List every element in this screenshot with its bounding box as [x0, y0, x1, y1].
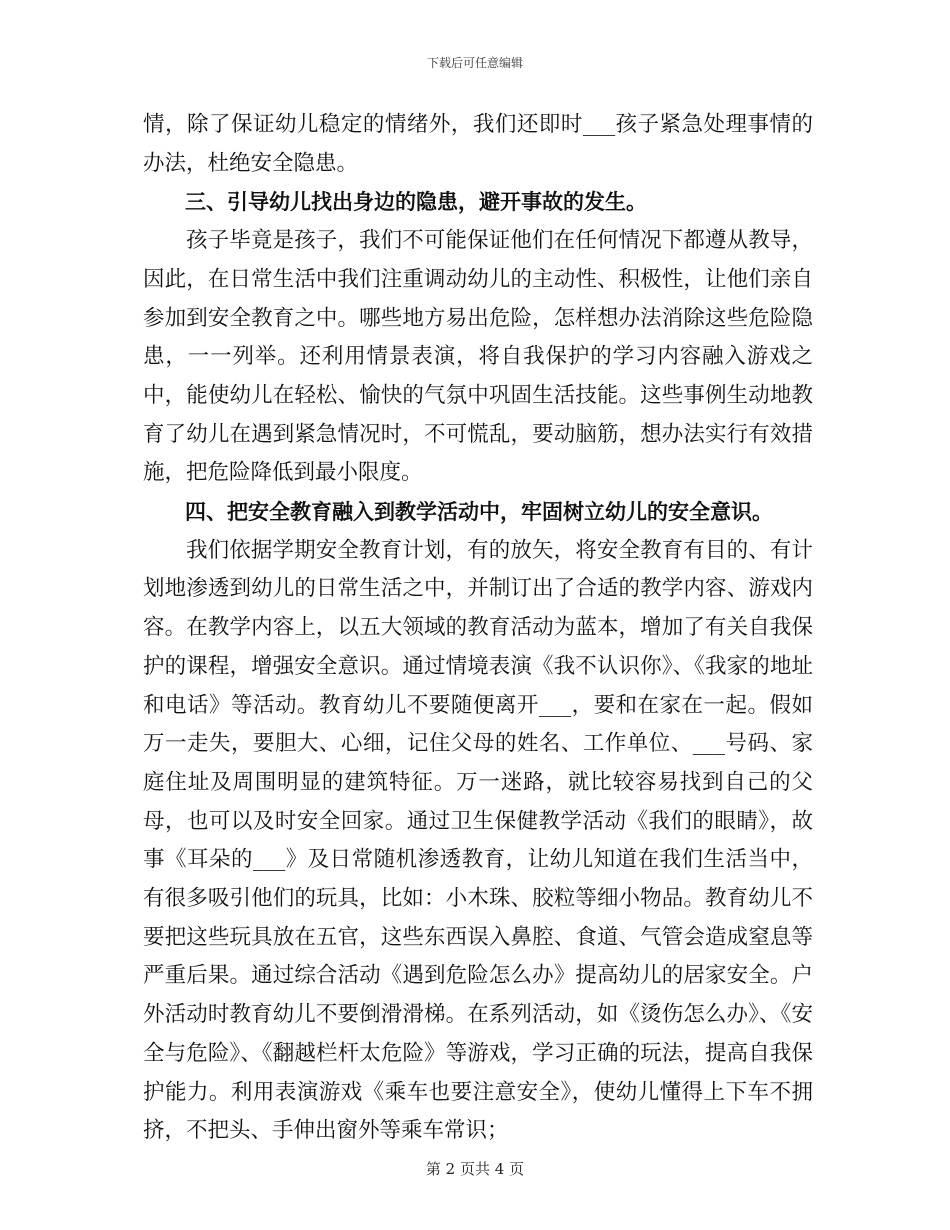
paragraph-continuation: 情，除了保证幼儿稳定的情绪外，我们还即时___孩子紧急处理事情的办法，杜绝安全隐患。 [143, 112, 813, 176]
paragraph-section-3: 孩子毕竟是孩子，我们不可能保证他们在任何情况下都遵从教导，因此，在日常生活中我们注重调动幼儿的主动性、积极性，让他们亲自参加到安全教育之中。哪些地方易出危险，怎样想办法消除这些危险隐患，一一列举。还利用情景表演，将自我保护的学习内容融入游戏之中，能使幼儿在轻松、愉快的气氛中巩固生活技能。这些事例生动地教育了幼儿在遇到紧急情况时，不可慌乱，要动脑筋，想办法实行有效措施，把危险降低到最小限度。 [143, 228, 813, 486]
page-header: 下载后可任意编辑 [426, 56, 523, 70]
paragraph-section-4: 我们依据学期安全教育计划，有的放矢，将安全教育有目的、有计划地渗透到幼儿的日常生活之中，并制订出了合适的教学内容、游戏内容。在教学内容上，以五大领域的教育活动为蓝本，增加了有关自我保护的课程，增强安全意识。通过情境表演《我不认识你》、《我家的地址和电话》等活动。教育幼儿不要随便离开___，要和在家在一起。假如万一走失，要胆大、心细，记住父母的姓名、工作单位、___号码、家庭住址及周围明显的建筑特征。万一迷路，就比较容易找到自己的父母，也可以及时安全回家。通过卫生保健教学活动《我们的眼睛》，故事《耳朵的___》及日常随机渗透教育，让幼儿知道在我们生活当中，有很多吸引他们的玩具，比如：小木珠、胶粒等细小物品。教育幼儿不要把这些玩具放在五官，这些东西误入鼻腔、食道、气管会造成窒息等严重后果。通过综合活动《遇到危险怎么办》提高幼儿的居家安全。户外活动时教育幼儿不要倒滑滑梯。在系列活动，如《烫伤怎么办》、《安全与危险》、《翻越栏杆太危险》等游戏，学习正确的玩法，提高自我保护能力。利用表演游戏《乘车也要注意安全》，使幼儿懂得上下车不拥挤，不把头、手伸出窗外等乘车常识； [143, 537, 813, 1144]
section-heading-3: 三、引导幼儿找出身边的隐患，避开事故的发生。 [185, 190, 647, 215]
page-footer: 第 2 页共 4 页 [425, 1160, 525, 1178]
section-heading-4: 四、把安全教育融入到教学活动中，牢固树立幼儿的安全意识。 [185, 500, 773, 525]
document-body [143, 106, 813, 1151]
